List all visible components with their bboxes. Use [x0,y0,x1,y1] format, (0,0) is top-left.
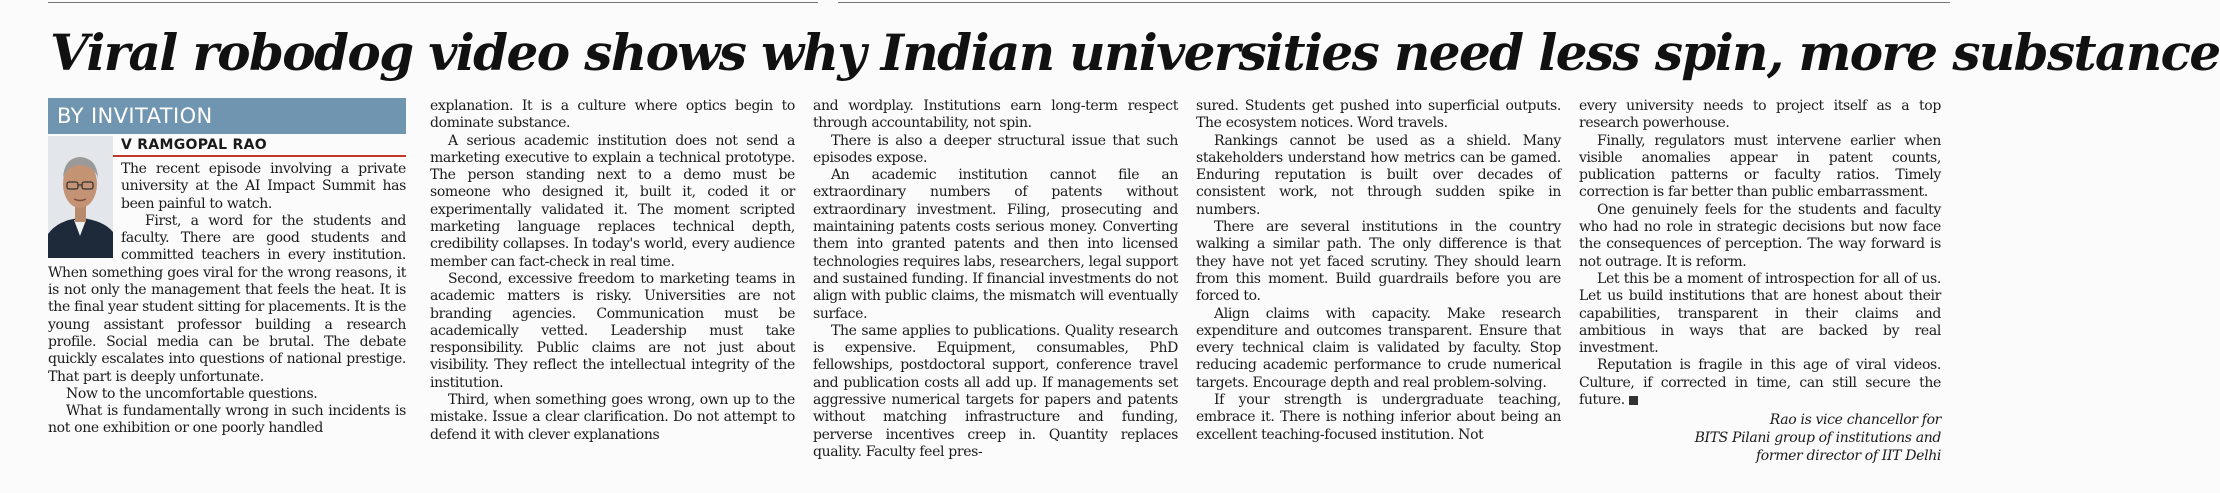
author-portrait-icon [48,136,113,258]
author-block [48,136,406,213]
paragraph: Now to the uncomfortable questions. [66,385,318,402]
author-bio-line: former director of IIT Delhi [1755,448,1941,465]
article-column-2 [430,98,795,444]
article-column-1 [48,98,406,438]
paragraph: A serious academic institution does not send a marketing executive to explain a technical prototype. The person standing next to a demo must be someone who designed it, built it, coded it or experimentally validated it. The moment scripted marketing language replaces technical depth, credibility collapses. In today's world, every audience member can fact-check in real time. [430,132,795,270]
final-paragraph-text: Reputation is fragile in this age of viral videos. Culture, if corrected in time, can still secure the future. [1579,357,1941,409]
intro-paragraph: The recent episode involving a private university at the AI Impact Summit has been painful to watch. [121,161,406,212]
paragraph: Align claims with capacity. Make research expenditure and outcomes transparent. Ensure that every technical claim is validated by faculty. Stop reducing academic performance to crude numerical targets. Encourage depth and real problem-solving. [1196,305,1561,391]
final-paragraph [1579,357,1941,409]
paragraph: Rankings cannot be used as a shield. Many stakeholders understand how metrics can be gamed. Enduring reputation is built over decades of consistent work, not through sudden spike in numbers. [1196,132,1561,218]
article-column-5 [1579,98,1941,465]
author-byline: V RAMGOPAL RAO [48,136,406,157]
paragraph: Second, excessive freedom to marketing teams in academic matters is risky. Universities are not branding agencies. Communication must be academically vetted. Leadership must take responsibility. Public claims are not just about visibility. They reflect the intellectual integrity of the institution. [430,270,795,391]
article-column-4 [1196,98,1561,444]
top-rule-right [838,2,1950,3]
paragraph: If your strength is undergraduate teaching, embrace it. There is nothing inferior about being an excellent teaching-focused institution. Not [1196,392,1561,443]
paragraph: An academic institution cannot file an extraordinary numbers of patents without extraordinary investment. Filing, prosecuting and maintaining patents costs serious money. Converting them into granted patents and then into licensed technologies requires labs, researchers, legal support and sustained funding. If financial investments do not align with public claims, the mismatch will eventually surface. [813,167,1178,322]
paragraph: and wordplay. Institutions earn long-term respect through accountability, not spin. [813,98,1178,132]
paragraph: Third, when something goes wrong, own up to the mistake. Issue a clear clarification. Do not attempt to defend it with clever explanations [430,392,795,443]
paragraph: explanation. It is a culture where optics begin to dominate substance. [430,98,795,132]
author-bio-line: Rao is vice chancellor for [1769,412,1941,429]
paragraph: every university needs to project itself as a top research powerhouse. [1579,98,1941,132]
top-rule-left [48,2,818,3]
paragraph: First, a word for the students and faculty. There are good students and committed teachers in every institution. When something goes viral for the wrong reasons, it is not only the management that feels the heat. It is the final year student sitting for placements. It is the young assistant professor building a research profile. Social media can be brutal. The debate quickly escalates into questions of national prestige. That part is deeply unfortunate. [48,212,406,385]
paragraph: sured. Students get pushed into superficial outputs. The ecosystem notices. Word travels. [1196,98,1561,132]
paragraph: Finally, regulators must intervene earlier when visible anomalies appear in patent counts, publication patterns or faculty ratios. Timely correction is far better than public embarrassment. [1579,132,1941,201]
section-banner: BY INVITATION [48,98,406,134]
paragraph: There are several institutions in the country walking a similar path. The only difference is that they have not yet faced scrutiny. They should learn from this moment. Build guardrails before you are forced to. [1196,219,1561,305]
headline: Viral robodog video shows why Indian universities need less spin, more substance [50,23,2220,82]
end-mark-icon [1629,396,1638,405]
paragraph: There is also a deeper structural issue that such episodes expose. [813,132,1178,166]
paragraph: One genuinely feels for the students and faculty who had no role in strategic decisions but now face the consequences of perception. The way forward is not outrage. It is reform. [1579,201,1941,270]
paragraph: What is fundamentally wrong in such incidents is not one exhibition or one poorly handled [48,403,406,437]
author-bio [1579,411,1941,465]
paragraph: Let this be a moment of introspection for all of us. Let us build institutions that are honest about their capabilities, transparent in their claims and ambitious in ways that are backed by real investment. [1579,270,1941,357]
article-column-3 [813,98,1178,461]
paragraph: The same applies to publications. Quality research is expensive. Equipment, consumables, PhD fellowships, postdoctoral support, conference travel and publication costs all add up. If managements set aggressive numerical targets for papers and patents without matching infrastructure and funding, perverse incentives creep in. Quantity replaces quality. Faculty feel pres- [813,322,1178,460]
author-bio-line: BITS Pilani group of institutions and [1694,430,1941,447]
